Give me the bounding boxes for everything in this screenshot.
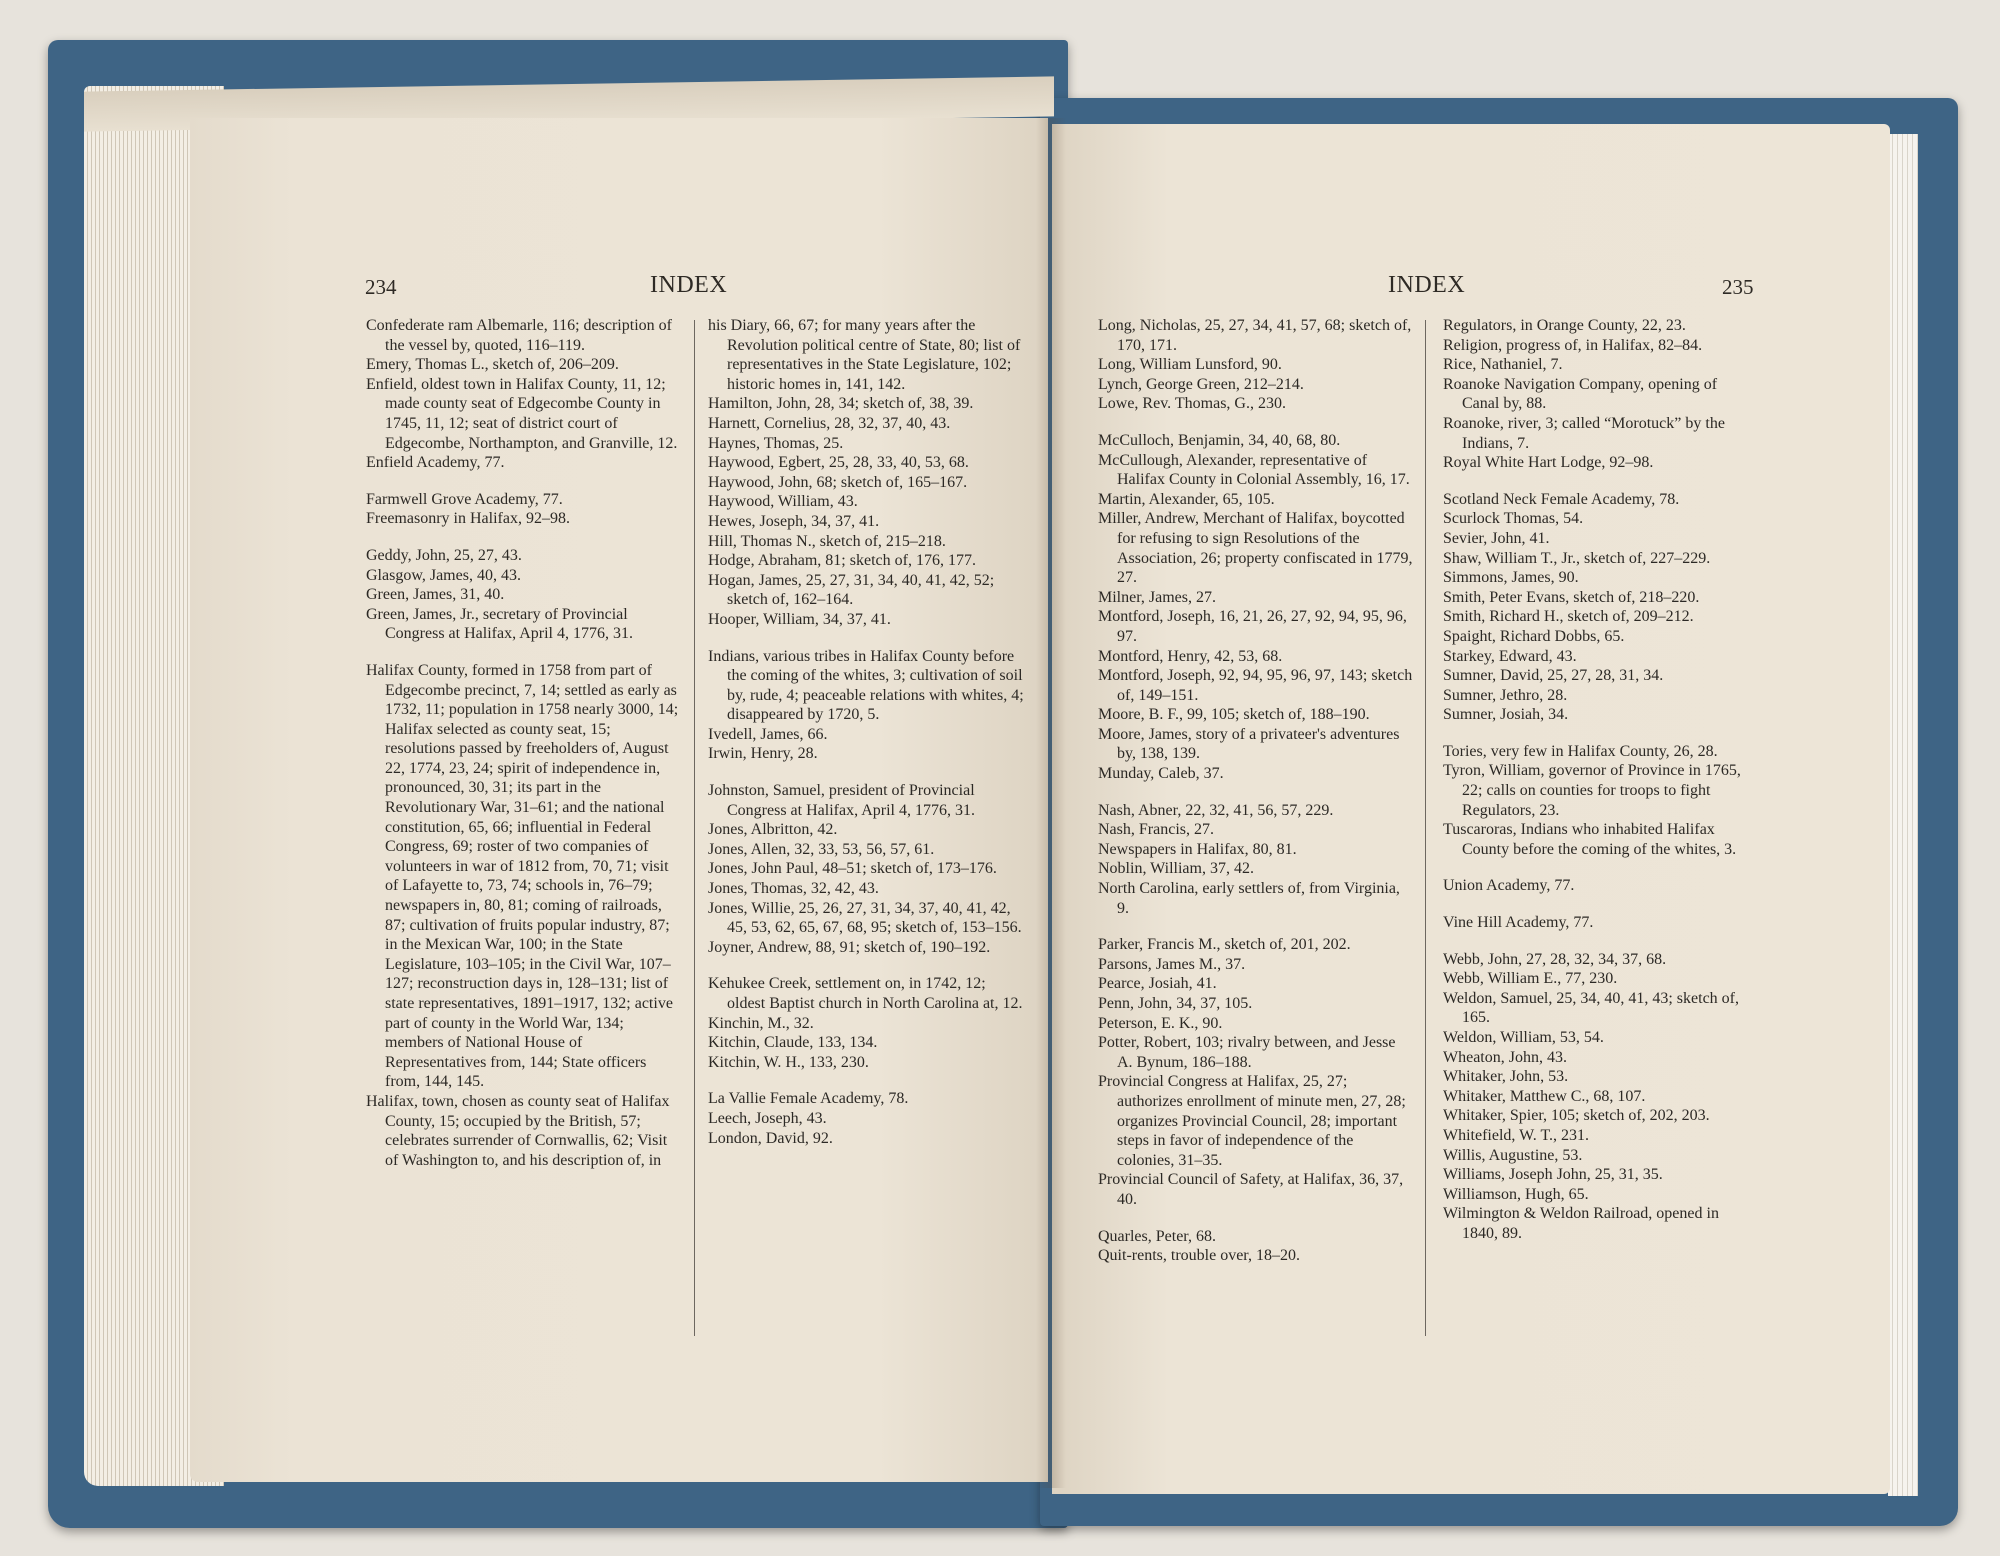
index-entry: Jones, Thomas, 32, 42, 43. [708,880,879,898]
index-entry: Kinchin, M., 32. [708,1014,814,1032]
index-entry: his Diary, 66, 67; for many years after the Revolution political centre of State, 80; list of representatives in the State Legislature, 102; historic homes in, 141, 142. [708,317,1021,393]
index-entry: Provincial Congress at Halifax, 25, 27; authorizes enrollment of minute men, 27, 28; organizes Provincial Council, 28; important steps in favor of independence of the colonies, 31–35. [1098,1073,1406,1169]
index-entry: Green, James, Jr., secretary of Provincial Congress at Halifax, April 4, 1776, 31. [366,605,633,643]
index-entry: Rice, Nathaniel, 7. [1443,356,1563,374]
left-page-number: 234 [365,275,397,299]
right-page-number: 235 [1722,275,1754,299]
index-gap [366,529,682,546]
index-gap [1443,725,1755,742]
index-entry: Tuscaroras, Indians who inhabited Halifax County before the coming of the whites, 3. [1443,821,1737,858]
index-entry: Hooper, William, 34, 37, 41. [708,610,891,628]
index-entry: Noblin, William, 37, 42. [1098,860,1254,878]
index-gap [1443,933,1755,950]
index-entry: McCulloch, Benjamin, 34, 40, 68, 80. [1098,431,1341,449]
index-entry: Nash, Abner, 22, 32, 41, 56, 57, 229. [1098,801,1334,819]
index-entry: Parker, Francis M., sketch of, 201, 202. [1098,936,1351,954]
index-entry: Jones, John Paul, 48–51; sketch of, 173–176. [708,860,997,878]
index-entry: Lynch, George Green, 212–214. [1098,375,1304,393]
column-rule [1425,320,1426,1336]
index-entry: Emery, Thomas L., sketch of, 206–209. [366,356,619,374]
index-entry: Lowe, Rev. Thomas, G., 230. [1098,395,1286,413]
index-entry: Jones, Albritton, 42. [708,821,838,839]
index-entry: Moore, B. F., 99, 105; sketch of, 188–190. [1098,706,1370,724]
index-entry: Religion, progress of, in Halifax, 82–84. [1443,336,1703,354]
index-entry: Scurlock Thomas, 54. [1443,510,1584,528]
index-entry: Whitaker, Matthew C., 68, 107. [1443,1087,1646,1105]
index-entry: Wheaton, John, 43. [1443,1048,1567,1066]
index-gap [1098,1210,1414,1227]
index-entry: Indians, various tribes in Halifax County before the coming of the whites, 3; cultivation of soil by, rude, 4; peaceable relations with whites, 4; disappeared by 1720, 5. [708,647,1024,724]
index-entry: Sumner, Josiah, 34. [1443,706,1569,724]
index-entry: Smith, Peter Evans, sketch of, 218–220. [1443,588,1700,606]
index-entry: Glasgow, James, 40, 43. [366,566,521,584]
index-entry: Whitaker, John, 53. [1443,1068,1569,1086]
index-entry: Penn, John, 34, 37, 105. [1098,995,1253,1012]
index-gap [1443,859,1755,876]
index-entry: Harnett, Cornelius, 28, 32, 37, 40, 43. [708,414,951,432]
index-entry: Moore, James, story of a privateer's adventures by, 138, 139. [1098,725,1400,763]
index-entry: Montford, Joseph, 16, 21, 26, 27, 92, 94, 95, 96, 97. [1098,608,1407,645]
index-entry: Scotland Neck Female Academy, 78. [1443,490,1680,508]
index-entry: Roanoke, river, 3; called “Morotuck” by the Indians, 7. [1443,414,1725,452]
index-column-right-1 [1098,316,1414,1266]
index-entry: Kitchin, W. H., 133, 230. [708,1053,869,1071]
column-rule [694,320,695,1336]
index-gap [708,764,1024,781]
index-entry: Pearce, Josiah, 41. [1098,975,1217,993]
index-entry: Miller, Andrew, Merchant of Halifax, boycotted for refusing to sign Resolutions of the Association, 26; property confiscated in 1779, 27. [1098,510,1413,587]
index-entry: Wilmington & Weldon Railroad, opened in 1840, 89. [1443,1205,1719,1242]
index-entry: Whitaker, Spier, 105; sketch of, 202, 203. [1443,1107,1710,1125]
index-entry: Hogan, James, 25, 27, 31, 34, 40, 41, 42, 52; sketch of, 162–164. [708,571,995,609]
index-entry: Weldon, Samuel, 25, 34, 40, 41, 43; sketch of, 165. [1443,989,1740,1027]
index-entry: Leech, Joseph, 43. [708,1109,827,1127]
index-entry: Jones, Willie, 25, 26, 27, 31, 34, 37, 40, 41, 42, 45, 53, 62, 65, 67, 68, 95; sketch of, 153–156. [708,899,1022,937]
index-entry: Milner, James, 27. [1098,588,1217,606]
index-entry: Royal White Hart Lodge, 92–98. [1443,454,1654,472]
index-entry: Sumner, Jethro, 28. [1443,686,1568,704]
index-entry: Halifax County, formed in 1758 from part of Edgecombe precinct, 7, 14; settled as early as 1732, 11; population in 1758 nearly 3000, 14; Halifax selected as county seat, 15; resolutions passed by freeholders of, August 22, 1774, 23, 24; spirit of independence in, pronounced, 30, 31; its part in the Revolutionary War, 31–61; and the national constitution, 65, 66; influential in Federal Congress, 69; roster of two companies of volunteers in war of 1812 from, 70, 71; visit of Lafayette to, 73, 74; schools in, 76–79; newspapers in, 80, 81; coming of railroads, 87; cultivation of fruits popular industry, 87; in the Mexican War, 100; in the State Legislature, 103–105; in the Civil War, 107–127; reconstruction days in, 128–131; list of state representatives, 1891–1917, 132; active part of county in the World War, 134; members of National House of Representatives from, 144; State officers from, 144, 145. [366,661,679,1091]
index-entry: Long, William Lunsford, 90. [1098,356,1282,374]
index-entry: Shaw, William T., Jr., sketch of, 227–229. [1443,549,1711,567]
index-entry: Whitefield, W. T., 231. [1443,1126,1590,1144]
index-entry: Weldon, William, 53, 54. [1443,1029,1604,1046]
index-entry: Johnston, Samuel, president of Provincial Congress at Halifax, April 4, 1776, 31. [708,782,975,819]
index-entry: Hill, Thomas N., sketch of, 215–218. [708,532,946,550]
index-gap [1098,918,1414,935]
index-entry: Peterson, E. K., 90. [1098,1014,1223,1032]
index-entry: Newspapers in Halifax, 80, 81. [1098,840,1297,858]
index-entry: Tories, very few in Halifax County, 26, 28. [1443,742,1718,760]
index-entry: Quarles, Peter, 68. [1098,1227,1216,1245]
index-entry: Webb, John, 27, 28, 32, 34, 37, 68. [1443,950,1667,968]
index-entry: Sevier, John, 41. [1443,529,1550,547]
index-gap [1098,784,1414,801]
book-gutter [1036,118,1066,1488]
index-entry: Kitchin, Claude, 133, 134. [708,1034,878,1052]
index-entry: Kehukee Creek, settlement on, in 1742, 12; oldest Baptist church in North Carolina at, 12. [708,975,1023,1012]
index-entry: Vine Hill Academy, 77. [1443,914,1594,932]
index-entry: Roanoke Navigation Company, opening of Canal by, 88. [1443,375,1718,413]
index-entry: Regulators, in Orange County, 22, 23. [1443,317,1686,334]
index-entry: Enfield Academy, 77. [366,454,505,472]
index-entry: Irwin, Henry, 28. [708,745,818,763]
index-entry: Haywood, William, 43. [708,493,858,511]
index-gap [1443,473,1755,490]
index-entry: Martin, Alexander, 65, 105. [1098,490,1275,508]
index-entry: Long, Nicholas, 25, 27, 34, 41, 57, 68; sketch of, 170, 171. [1098,317,1412,354]
page-block-right-edge [1888,134,1918,1496]
index-entry: Green, James, 31, 40. [366,586,505,604]
index-entry: Haywood, Egbert, 25, 28, 33, 40, 53, 68. [708,454,969,472]
index-entry: Montford, Joseph, 92, 94, 95, 96, 97, 143; sketch of, 149–151. [1098,667,1413,704]
index-entry: Nash, Francis, 27. [1098,821,1214,839]
index-entry: Haynes, Thomas, 25. [708,434,844,452]
index-gap [708,957,1024,974]
index-gap [708,1072,1024,1089]
index-entry: Halifax, town, chosen as county seat of Halifax County, 15; occupied by the British, 57; celebrates surrender of Cornwallis, 62; Visit of Washington to, and his description of, in [366,1092,670,1169]
index-entry: Sumner, David, 25, 27, 28, 31, 34. [1443,667,1664,685]
right-page-header: INDEX [1388,272,1466,298]
index-entry: La Vallie Female Academy, 78. [708,1090,909,1108]
index-entry: Jones, Allen, 32, 33, 53, 56, 57, 61. [708,840,935,858]
index-entry: Ivedell, James, 66. [708,725,828,743]
index-entry: London, David, 92. [708,1129,833,1147]
index-entry: Webb, William E., 77, 230. [1443,970,1618,988]
index-entry: Farmwell Grove Academy, 77. [366,490,563,508]
index-entry: Geddy, John, 25, 27, 43. [366,546,522,564]
index-column-right-2 [1443,316,1755,1244]
index-entry: Freemasonry in Halifax, 92–98. [366,510,570,528]
index-entry: Willis, Augustine, 53. [1443,1146,1583,1164]
index-entry: Potter, Robert, 103; rivalry between, and Jesse A. Bynum, 186–188. [1098,1034,1396,1071]
index-entry: Williamson, Hugh, 65. [1443,1185,1589,1203]
index-entry: Union Academy, 77. [1443,877,1575,895]
index-entry: Enfield, oldest town in Halifax County, 11, 12; made county seat of Edgecombe County in 1745, 11, 12; seat of district court of Edgecombe, Northampton, and Granville, 12. [366,375,678,452]
index-entry: Starkey, Edward, 43. [1443,647,1577,665]
index-entry: Joyner, Andrew, 88, 91; sketch of, 190–192. [708,938,991,956]
left-page-header: INDEX [650,272,728,298]
index-column-left-1 [366,316,682,1170]
index-gap [1443,896,1755,913]
index-entry: Hamilton, John, 28, 34; sketch of, 38, 39. [708,395,974,413]
index-entry: Simmons, James, 90. [1443,569,1579,587]
index-entry: Hewes, Joseph, 34, 37, 41. [708,512,880,530]
index-entry: Confederate ram Albemarle, 116; description of the vessel by, quoted, 116–119. [366,317,672,354]
index-gap [1098,414,1414,431]
index-entry: McCullough, Alexander, representative of Halifax County in Colonial Assembly, 16, 17. [1098,451,1410,489]
index-entry: North Carolina, early settlers of, from Virginia, 9. [1098,880,1400,917]
index-entry: Haywood, John, 68; sketch of, 165–167. [708,473,968,491]
index-entry: Tyron, William, governor of Province in 1765, 22; calls on counties for troops to fight Regulators, 23. [1443,762,1741,819]
index-entry: Spaight, Richard Dobbs, 65. [1443,627,1625,645]
index-entry: Williams, Joseph John, 25, 31, 35. [1443,1166,1663,1184]
index-entry: Hodge, Abraham, 81; sketch of, 176, 177. [708,552,976,570]
index-entry: Montford, Henry, 42, 53, 68. [1098,647,1283,665]
index-entry: Provincial Council of Safety, at Halifax, 36, 37, 40. [1098,1171,1404,1208]
index-column-left-2 [708,316,1024,1148]
index-gap [366,644,682,661]
index-gap [366,473,682,490]
index-gap [708,630,1024,647]
index-entry: Smith, Richard H., sketch of, 209–212. [1443,608,1694,626]
index-entry: Quit-rents, trouble over, 18–20. [1098,1247,1300,1265]
index-entry: Munday, Caleb, 37. [1098,765,1224,783]
index-entry: Parsons, James M., 37. [1098,955,1246,973]
